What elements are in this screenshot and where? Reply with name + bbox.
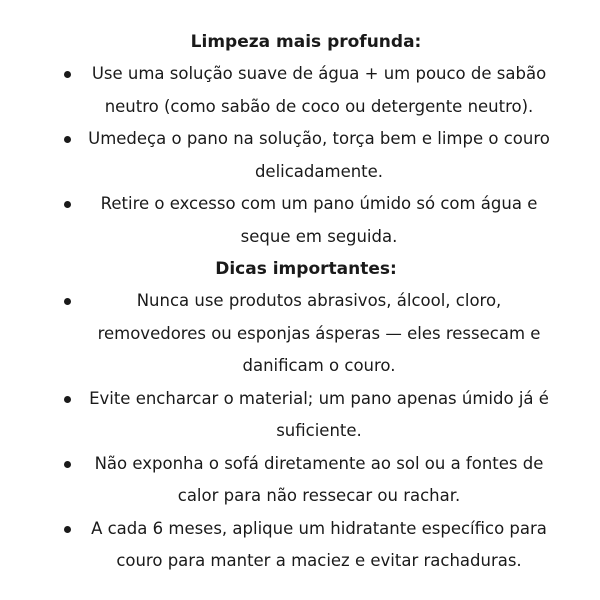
- bullet-icon: [64, 136, 71, 143]
- list-item-text: Não exponha o sofá diretamente ao sol ou a fontes de calor para não ressecar ou rachar.: [94, 453, 544, 505]
- list-item-text: Retire o excesso com um pano úmido só com água e seque em seguida.: [100, 194, 538, 246]
- list-item: [58, 513, 554, 578]
- list-item-text: Evite encharcar o material; um pano apenas úmido já é suficiente.: [89, 388, 549, 440]
- list-item-text: Nunca use produtos abrasivos, álcool, cloro, removedores ou esponjas ásperas — eles ressecam e danificam o couro.: [97, 291, 541, 375]
- section-title-tips: Dicas importantes:: [215, 259, 397, 279]
- bullet-icon: [64, 526, 71, 533]
- bullet-icon: [64, 71, 71, 78]
- list-item-text: Umedeça o pano na solução, torça bem e limpe o couro delicadamente.: [88, 129, 550, 181]
- bullet-icon: [64, 461, 71, 468]
- list-item-text: A cada 6 meses, aplique um hidratante específico para couro para manter a maciez e evitar rachaduras.: [91, 518, 547, 570]
- list-item: [58, 448, 554, 513]
- deep-cleaning-list: [58, 58, 554, 253]
- list-item: [58, 188, 554, 253]
- tips-list: [58, 285, 554, 578]
- list-item-text: Use uma solução suave de água + um pouco de sabão neutro (como sabão de coco ou detergente neutro).: [91, 64, 547, 116]
- bullet-icon: [64, 396, 71, 403]
- list-item: [58, 383, 554, 448]
- list-item: [58, 285, 554, 383]
- bullet-icon: [64, 201, 71, 208]
- section-title-deep-cleaning: Limpeza mais profunda:: [190, 32, 422, 52]
- bullet-icon: [64, 298, 71, 305]
- list-item: [58, 123, 554, 188]
- list-item: [58, 58, 554, 123]
